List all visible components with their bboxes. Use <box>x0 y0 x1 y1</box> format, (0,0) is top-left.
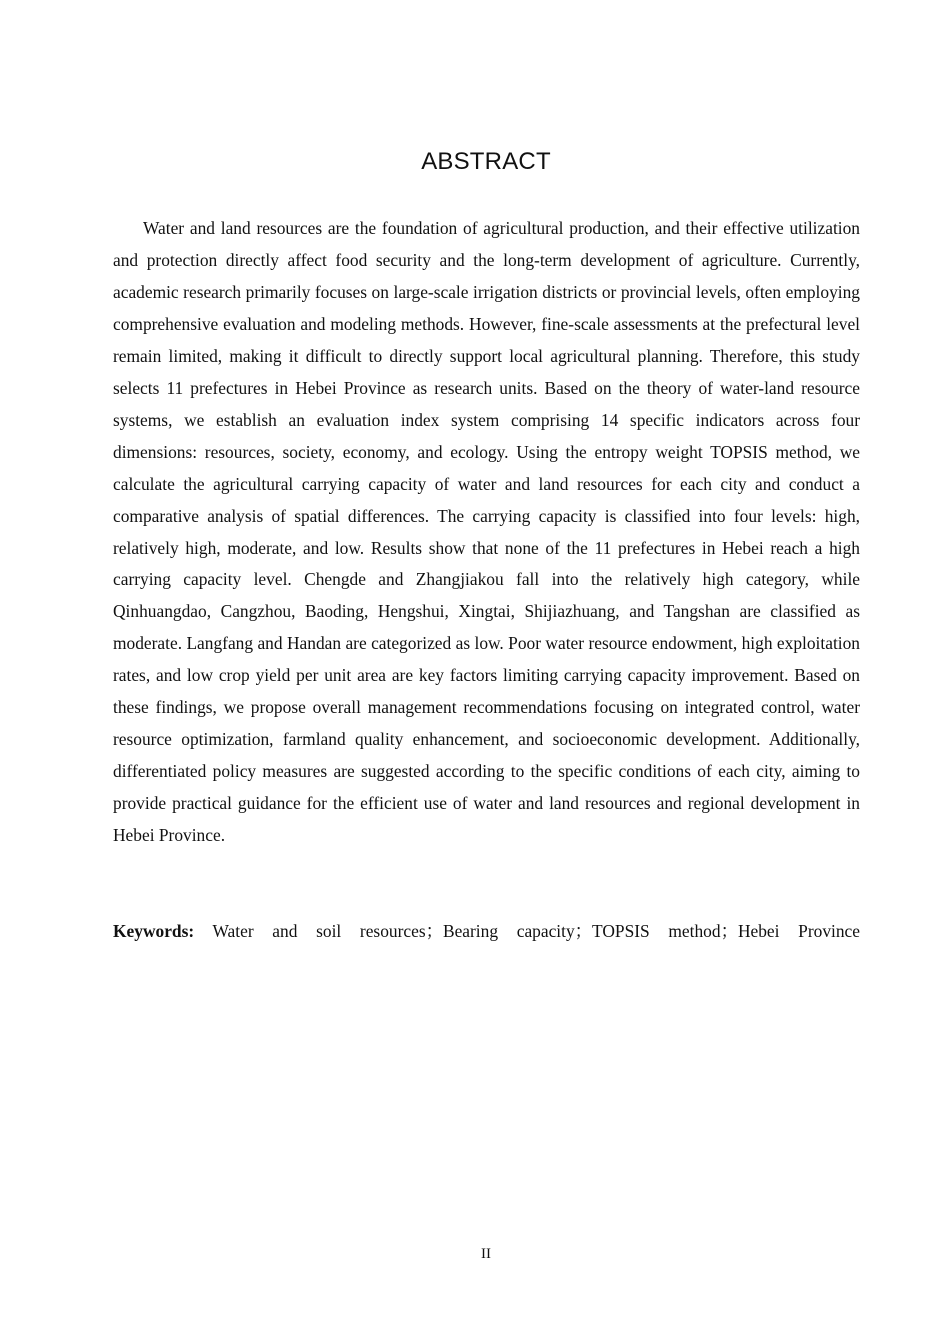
abstract-title: ABSTRACT <box>421 148 551 175</box>
abstract-paragraph: Water and land resources are the foundation of agricultural production, and their effective utilization and protection directly affect food security and the long-term development of agriculture. Currently, academic research primarily focuses on large-scale irrigation districts or provincial levels, often employing comprehensive evaluation and modeling methods. However, fine-scale assessments at the prefectural level remain limited, making it difficult to directly support local agricultural planning. Therefore, this study selects 11 prefectures in Hebei Province as research units. Based on the theory of water-land resource systems, we establish an evaluation index system comprising 14 specific indicators across four dimensions: resources, society, economy, and ecology. Using the entropy weight TOPSIS method, we calculate the agricultural carrying capacity of water and land resources for each city and conduct a comparative analysis of spatial differences. The carrying capacity is classified into four levels: high, relatively high, moderate, and low. Results show that none of the 11 prefectures in Hebei reach a high carrying capacity level. Chengde and Zhangjiakou fall into the relatively high category, while Qinhuangdao, Cangzhou, Baoding, Hengshui, Xingtai, Shijiazhuang, and Tangshan are classified as moderate. Langfang and Handan are categorized as low. Poor water resource endowment, high exploitation rates, and low crop yield per unit area are key factors limiting carrying capacity improvement. Based on these findings, we propose overall management recommendations focusing on integrated control, water resource optimization, farmland quality enhancement, and socioeconomic development. Additionally, differentiated policy measures are suggested according to the specific conditions of each city, aiming to provide practical guidance for the efficient use of water and land resources and regional development in Hebei Province. <box>113 218 860 846</box>
keywords-list: Water and soil resources；Bearing capacity；TOPSIS method；Hebei Province <box>194 921 860 941</box>
keywords-label: Keywords: <box>113 921 195 941</box>
page-number: II <box>481 1246 491 1262</box>
keywords-line <box>113 916 860 946</box>
